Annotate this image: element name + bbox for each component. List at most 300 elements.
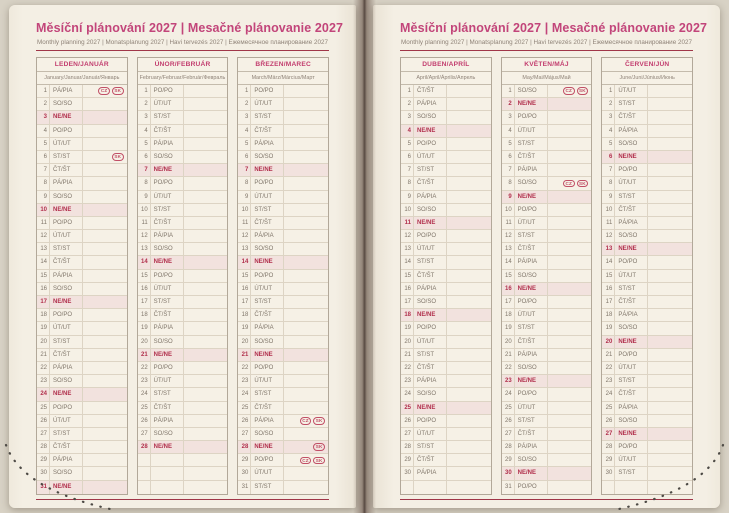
day-number xyxy=(138,481,151,494)
day-abbrev: ČT/ŠT xyxy=(515,336,548,348)
day-row xyxy=(37,111,127,124)
day-row xyxy=(602,454,692,467)
notes-cell xyxy=(447,270,491,282)
notes-cell xyxy=(648,151,692,163)
notes-cell xyxy=(548,375,592,387)
day-row xyxy=(238,204,328,217)
notes-cell xyxy=(284,270,328,282)
day-abbrev: PO/PO xyxy=(151,270,184,282)
day-abbrev: NE/NE xyxy=(414,402,447,414)
day-row xyxy=(238,111,328,124)
notes-cell xyxy=(284,98,328,110)
month-name: ČERVEN/JÚN xyxy=(602,58,692,72)
day-row xyxy=(138,191,228,204)
day-row xyxy=(138,270,228,283)
day-abbrev: PO/PO xyxy=(50,309,83,321)
notes-cell xyxy=(184,402,228,414)
notes-cell xyxy=(447,309,491,321)
day-row xyxy=(602,309,692,322)
day-number: 28 xyxy=(502,441,515,453)
day-row xyxy=(37,85,127,98)
day-row xyxy=(238,362,328,375)
notes-cell xyxy=(184,230,228,242)
day-row xyxy=(138,283,228,296)
day-abbrev: PO/PO xyxy=(251,362,284,374)
day-row xyxy=(602,467,692,480)
day-row xyxy=(401,336,491,349)
day-row xyxy=(502,481,592,494)
day-number: 29 xyxy=(37,454,50,466)
day-number: 21 xyxy=(37,349,50,361)
day-row xyxy=(238,296,328,309)
notes-cell xyxy=(83,85,127,97)
notes-cell xyxy=(184,204,228,216)
day-row xyxy=(138,375,228,388)
day-abbrev: PÁ/PIA xyxy=(414,375,447,387)
day-abbrev: SO/SO xyxy=(50,98,83,110)
day-number: 27 xyxy=(401,428,414,440)
day-abbrev: PO/PO xyxy=(251,177,284,189)
day-row xyxy=(502,349,592,362)
day-number: 25 xyxy=(138,402,151,414)
day-abbrev: ST/ST xyxy=(50,428,83,440)
day-number: 12 xyxy=(138,230,151,242)
day-row xyxy=(37,309,127,322)
day-abbrev: ÚT/UT xyxy=(615,362,648,374)
day-number: 10 xyxy=(502,204,515,216)
notes-cell xyxy=(284,283,328,295)
notes-cell xyxy=(648,270,692,282)
day-abbrev: ÚT/UT xyxy=(515,217,548,229)
day-number: 19 xyxy=(502,322,515,334)
day-number: 27 xyxy=(238,428,251,440)
notes-cell xyxy=(648,230,692,242)
notes-cell xyxy=(184,164,228,176)
day-abbrev: NE/NE xyxy=(251,164,284,176)
day-number: 4 xyxy=(238,125,251,137)
day-row xyxy=(602,217,692,230)
day-abbrev: SO/SO xyxy=(615,230,648,242)
day-abbrev: ÚT/UT xyxy=(50,138,83,150)
binding-gutter xyxy=(353,0,376,513)
notes-cell xyxy=(284,388,328,400)
day-row xyxy=(138,243,228,256)
day-number: 7 xyxy=(238,164,251,176)
day-number: 4 xyxy=(138,125,151,137)
day-row xyxy=(602,177,692,190)
day-number: 10 xyxy=(602,204,615,216)
footer-rule xyxy=(36,499,329,500)
notes-cell xyxy=(648,98,692,110)
day-row xyxy=(401,481,491,494)
day-abbrev: ČT/ŠT xyxy=(251,125,284,137)
notes-cell xyxy=(184,85,228,97)
month-languages: May/Mai/Május/Май xyxy=(502,72,592,85)
day-row xyxy=(37,441,127,454)
day-abbrev: NE/NE xyxy=(515,98,548,110)
month-name: DUBEN/APRÍL xyxy=(401,58,491,72)
notes-cell xyxy=(648,454,692,466)
notes-cell xyxy=(548,125,592,137)
notes-cell xyxy=(548,322,592,334)
day-abbrev: SO/SO xyxy=(151,151,184,163)
day-row xyxy=(37,151,127,164)
day-row xyxy=(37,336,127,349)
notes-cell xyxy=(284,138,328,150)
notes-cell xyxy=(447,441,491,453)
day-number: 5 xyxy=(401,138,414,150)
notes-cell xyxy=(648,191,692,203)
notes-cell xyxy=(648,362,692,374)
day-abbrev: NE/NE xyxy=(615,243,648,255)
notes-cell xyxy=(548,415,592,427)
day-row xyxy=(238,415,328,428)
day-number: 6 xyxy=(238,151,251,163)
day-abbrev: NE/NE xyxy=(515,191,548,203)
day-abbrev: ÚT/UT xyxy=(414,243,447,255)
day-number: 29 xyxy=(238,454,251,466)
day-row xyxy=(37,362,127,375)
day-row xyxy=(138,467,228,480)
notes-cell xyxy=(184,125,228,137)
day-number: 18 xyxy=(238,309,251,321)
day-number: 29 xyxy=(502,454,515,466)
day-abbrev: ÚT/UT xyxy=(251,467,284,479)
day-abbrev: SO/SO xyxy=(515,85,548,97)
notes-cell xyxy=(648,441,692,453)
day-row xyxy=(502,336,592,349)
day-abbrev: ST/ST xyxy=(151,111,184,123)
day-number: 13 xyxy=(37,243,50,255)
day-row xyxy=(138,388,228,401)
day-row xyxy=(138,256,228,269)
notes-cell xyxy=(648,309,692,321)
day-row xyxy=(401,441,491,454)
day-number: 14 xyxy=(602,256,615,268)
notes-cell xyxy=(184,217,228,229)
day-row xyxy=(401,125,491,138)
day-row xyxy=(602,296,692,309)
day-number: 8 xyxy=(401,177,414,189)
month-column xyxy=(601,57,693,495)
day-row xyxy=(502,243,592,256)
day-number: 13 xyxy=(238,243,251,255)
day-number: 10 xyxy=(401,204,414,216)
day-abbrev: SO/SO xyxy=(515,362,548,374)
day-abbrev: SO/SO xyxy=(251,243,284,255)
day-number: 30 xyxy=(602,467,615,479)
notes-cell xyxy=(648,428,692,440)
day-row xyxy=(37,467,127,480)
day-row xyxy=(602,283,692,296)
day-row xyxy=(238,138,328,151)
day-abbrev: ČT/ŠT xyxy=(414,177,447,189)
day-row xyxy=(401,283,491,296)
day-number: 4 xyxy=(602,125,615,137)
notes-cell xyxy=(447,177,491,189)
day-number: 18 xyxy=(602,309,615,321)
day-number: 14 xyxy=(401,256,414,268)
day-row xyxy=(602,441,692,454)
day-abbrev: NE/NE xyxy=(151,164,184,176)
notes-cell xyxy=(83,230,127,242)
day-row xyxy=(502,388,592,401)
day-number: 23 xyxy=(602,375,615,387)
day-abbrev: PO/PO xyxy=(151,177,184,189)
day-abbrev: PÁ/PIA xyxy=(50,85,83,97)
notes-cell xyxy=(83,177,127,189)
page-right xyxy=(373,5,720,508)
day-number: 15 xyxy=(602,270,615,282)
day-row xyxy=(401,98,491,111)
day-abbrev: SO/SO xyxy=(50,283,83,295)
day-abbrev: ÚT/UT xyxy=(615,177,648,189)
day-abbrev: ÚT/UT xyxy=(151,283,184,295)
day-abbrev: ÚT/UT xyxy=(251,98,284,110)
notes-cell xyxy=(548,98,592,110)
day-abbrev: PÁ/PIA xyxy=(414,467,447,479)
day-row xyxy=(602,415,692,428)
day-number: 7 xyxy=(138,164,151,176)
day-number: 8 xyxy=(238,177,251,189)
notes-cell xyxy=(284,243,328,255)
notes-cell xyxy=(284,322,328,334)
day-row xyxy=(138,164,228,177)
day-row xyxy=(502,415,592,428)
notes-cell xyxy=(284,177,328,189)
day-row xyxy=(138,151,228,164)
day-abbrev: ČT/ŠT xyxy=(151,402,184,414)
day-row xyxy=(37,322,127,335)
notes-cell xyxy=(648,256,692,268)
notes-cell xyxy=(83,441,127,453)
day-number: 3 xyxy=(502,111,515,123)
day-row xyxy=(602,402,692,415)
day-abbrev: PO/PO xyxy=(414,415,447,427)
month-column xyxy=(36,57,128,495)
day-number: 23 xyxy=(138,375,151,387)
notes-cell xyxy=(447,362,491,374)
day-abbrev: ÚT/UT xyxy=(414,151,447,163)
day-row xyxy=(37,164,127,177)
notes-cell xyxy=(83,388,127,400)
day-row xyxy=(602,138,692,151)
day-number: 14 xyxy=(502,256,515,268)
day-abbrev: PÁ/PIA xyxy=(251,138,284,150)
day-row xyxy=(37,270,127,283)
notes-cell xyxy=(284,481,328,494)
day-number: 21 xyxy=(238,349,251,361)
day-abbrev: ČT/ŠT xyxy=(515,151,548,163)
day-abbrev: SO/SO xyxy=(50,467,83,479)
day-row xyxy=(401,85,491,98)
day-number xyxy=(138,454,151,466)
day-number: 17 xyxy=(401,296,414,308)
notes-cell xyxy=(447,191,491,203)
day-number: 11 xyxy=(401,217,414,229)
day-abbrev: PO/PO xyxy=(251,85,284,97)
day-number: 3 xyxy=(238,111,251,123)
day-row xyxy=(37,138,127,151)
day-abbrev: ST/ST xyxy=(251,481,284,494)
day-row xyxy=(138,98,228,111)
day-row xyxy=(502,85,592,98)
notes-cell xyxy=(284,375,328,387)
month-languages: April/April/Április/Апрель xyxy=(401,72,491,85)
day-abbrev: NE/NE xyxy=(251,441,284,453)
notes-cell xyxy=(548,283,592,295)
day-number: 27 xyxy=(138,428,151,440)
day-row xyxy=(138,177,228,190)
day-abbrev xyxy=(414,481,447,494)
day-abbrev: ST/ST xyxy=(615,98,648,110)
notes-cell xyxy=(184,375,228,387)
notes-cell xyxy=(284,164,328,176)
day-abbrev: PÁ/PIA xyxy=(414,283,447,295)
day-abbrev: SO/SO xyxy=(615,138,648,150)
notes-cell xyxy=(83,336,127,348)
day-row xyxy=(238,388,328,401)
notes-cell xyxy=(184,428,228,440)
month-name: LEDEN/JANUÁR xyxy=(37,58,127,72)
day-abbrev xyxy=(151,454,184,466)
day-number: 23 xyxy=(37,375,50,387)
notes-cell xyxy=(184,322,228,334)
notes-cell xyxy=(83,164,127,176)
day-number: 16 xyxy=(502,283,515,295)
notes-cell xyxy=(548,454,592,466)
day-row xyxy=(37,191,127,204)
day-number: 5 xyxy=(138,138,151,150)
day-number: 2 xyxy=(401,98,414,110)
day-number: 26 xyxy=(502,415,515,427)
day-number: 6 xyxy=(602,151,615,163)
day-abbrev: SO/SO xyxy=(515,454,548,466)
day-abbrev: SO/SO xyxy=(251,336,284,348)
notes-cell xyxy=(184,270,228,282)
day-row xyxy=(238,309,328,322)
day-number: 8 xyxy=(602,177,615,189)
notes-cell xyxy=(83,98,127,110)
day-row xyxy=(401,415,491,428)
day-abbrev: PÁ/PIA xyxy=(251,230,284,242)
day-abbrev: PÁ/PIA xyxy=(515,349,548,361)
day-abbrev xyxy=(615,481,648,494)
day-abbrev: ST/ST xyxy=(50,243,83,255)
day-row xyxy=(401,375,491,388)
day-number: 13 xyxy=(502,243,515,255)
day-number: 27 xyxy=(602,428,615,440)
notes-cell xyxy=(83,283,127,295)
day-number: 4 xyxy=(401,125,414,137)
notes-cell xyxy=(648,138,692,150)
notes-cell xyxy=(184,349,228,361)
notes-cell xyxy=(648,111,692,123)
day-number: 12 xyxy=(502,230,515,242)
month-languages: June/Juni/Június/Июнь xyxy=(602,72,692,85)
columns-right xyxy=(400,57,693,495)
day-abbrev xyxy=(151,481,184,494)
day-row xyxy=(238,270,328,283)
notes-cell xyxy=(548,441,592,453)
day-abbrev: PÁ/PIA xyxy=(615,309,648,321)
day-row xyxy=(502,230,592,243)
day-number: 23 xyxy=(238,375,251,387)
day-row xyxy=(138,204,228,217)
notes-cell xyxy=(83,349,127,361)
day-abbrev: NE/NE xyxy=(50,204,83,216)
notes-cell xyxy=(648,322,692,334)
day-number: 2 xyxy=(602,98,615,110)
day-abbrev: PO/PO xyxy=(615,349,648,361)
day-row xyxy=(401,204,491,217)
day-number: 1 xyxy=(401,85,414,97)
day-abbrev: NE/NE xyxy=(414,217,447,229)
day-abbrev: ST/ST xyxy=(615,283,648,295)
notes-cell xyxy=(83,322,127,334)
notes-cell xyxy=(284,191,328,203)
notes-cell xyxy=(83,151,127,163)
day-abbrev: SO/SO xyxy=(151,243,184,255)
day-abbrev: NE/NE xyxy=(414,309,447,321)
day-number: 13 xyxy=(401,243,414,255)
notes-cell xyxy=(184,309,228,321)
day-abbrev: ÚT/UT xyxy=(50,322,83,334)
notes-cell xyxy=(284,309,328,321)
day-abbrev: ČT/ŠT xyxy=(151,125,184,137)
day-row xyxy=(37,428,127,441)
day-row xyxy=(238,402,328,415)
notes-cell xyxy=(548,177,592,189)
notes-cell xyxy=(648,217,692,229)
notes-cell xyxy=(447,402,491,414)
day-row xyxy=(502,256,592,269)
day-abbrev: PO/PO xyxy=(414,322,447,334)
day-number: 12 xyxy=(37,230,50,242)
day-abbrev: PÁ/PIA xyxy=(151,138,184,150)
day-number: 17 xyxy=(602,296,615,308)
day-number: 9 xyxy=(401,191,414,203)
day-number: 17 xyxy=(238,296,251,308)
day-abbrev: PO/PO xyxy=(515,296,548,308)
day-row xyxy=(238,481,328,494)
day-abbrev: SO/SO xyxy=(50,191,83,203)
day-row xyxy=(602,230,692,243)
day-abbrev: ČT/ŠT xyxy=(615,111,648,123)
day-abbrev: ÚT/UT xyxy=(414,428,447,440)
day-number: 17 xyxy=(37,296,50,308)
day-row xyxy=(502,467,592,480)
day-row xyxy=(138,322,228,335)
day-abbrev: ST/ST xyxy=(251,204,284,216)
holiday-badge-cz: CZ xyxy=(300,457,312,465)
header-rule xyxy=(36,50,329,51)
day-row xyxy=(37,217,127,230)
day-row xyxy=(401,111,491,124)
day-abbrev: PÁ/PIA xyxy=(251,322,284,334)
day-row xyxy=(238,428,328,441)
day-number: 16 xyxy=(602,283,615,295)
day-row xyxy=(502,296,592,309)
day-abbrev: PÁ/PIA xyxy=(50,270,83,282)
day-number: 14 xyxy=(37,256,50,268)
day-number: 30 xyxy=(238,467,251,479)
holiday-badge-sk: SK xyxy=(112,153,124,161)
day-number xyxy=(138,467,151,479)
day-number: 30 xyxy=(502,467,515,479)
day-number: 20 xyxy=(238,336,251,348)
day-number: 12 xyxy=(602,230,615,242)
